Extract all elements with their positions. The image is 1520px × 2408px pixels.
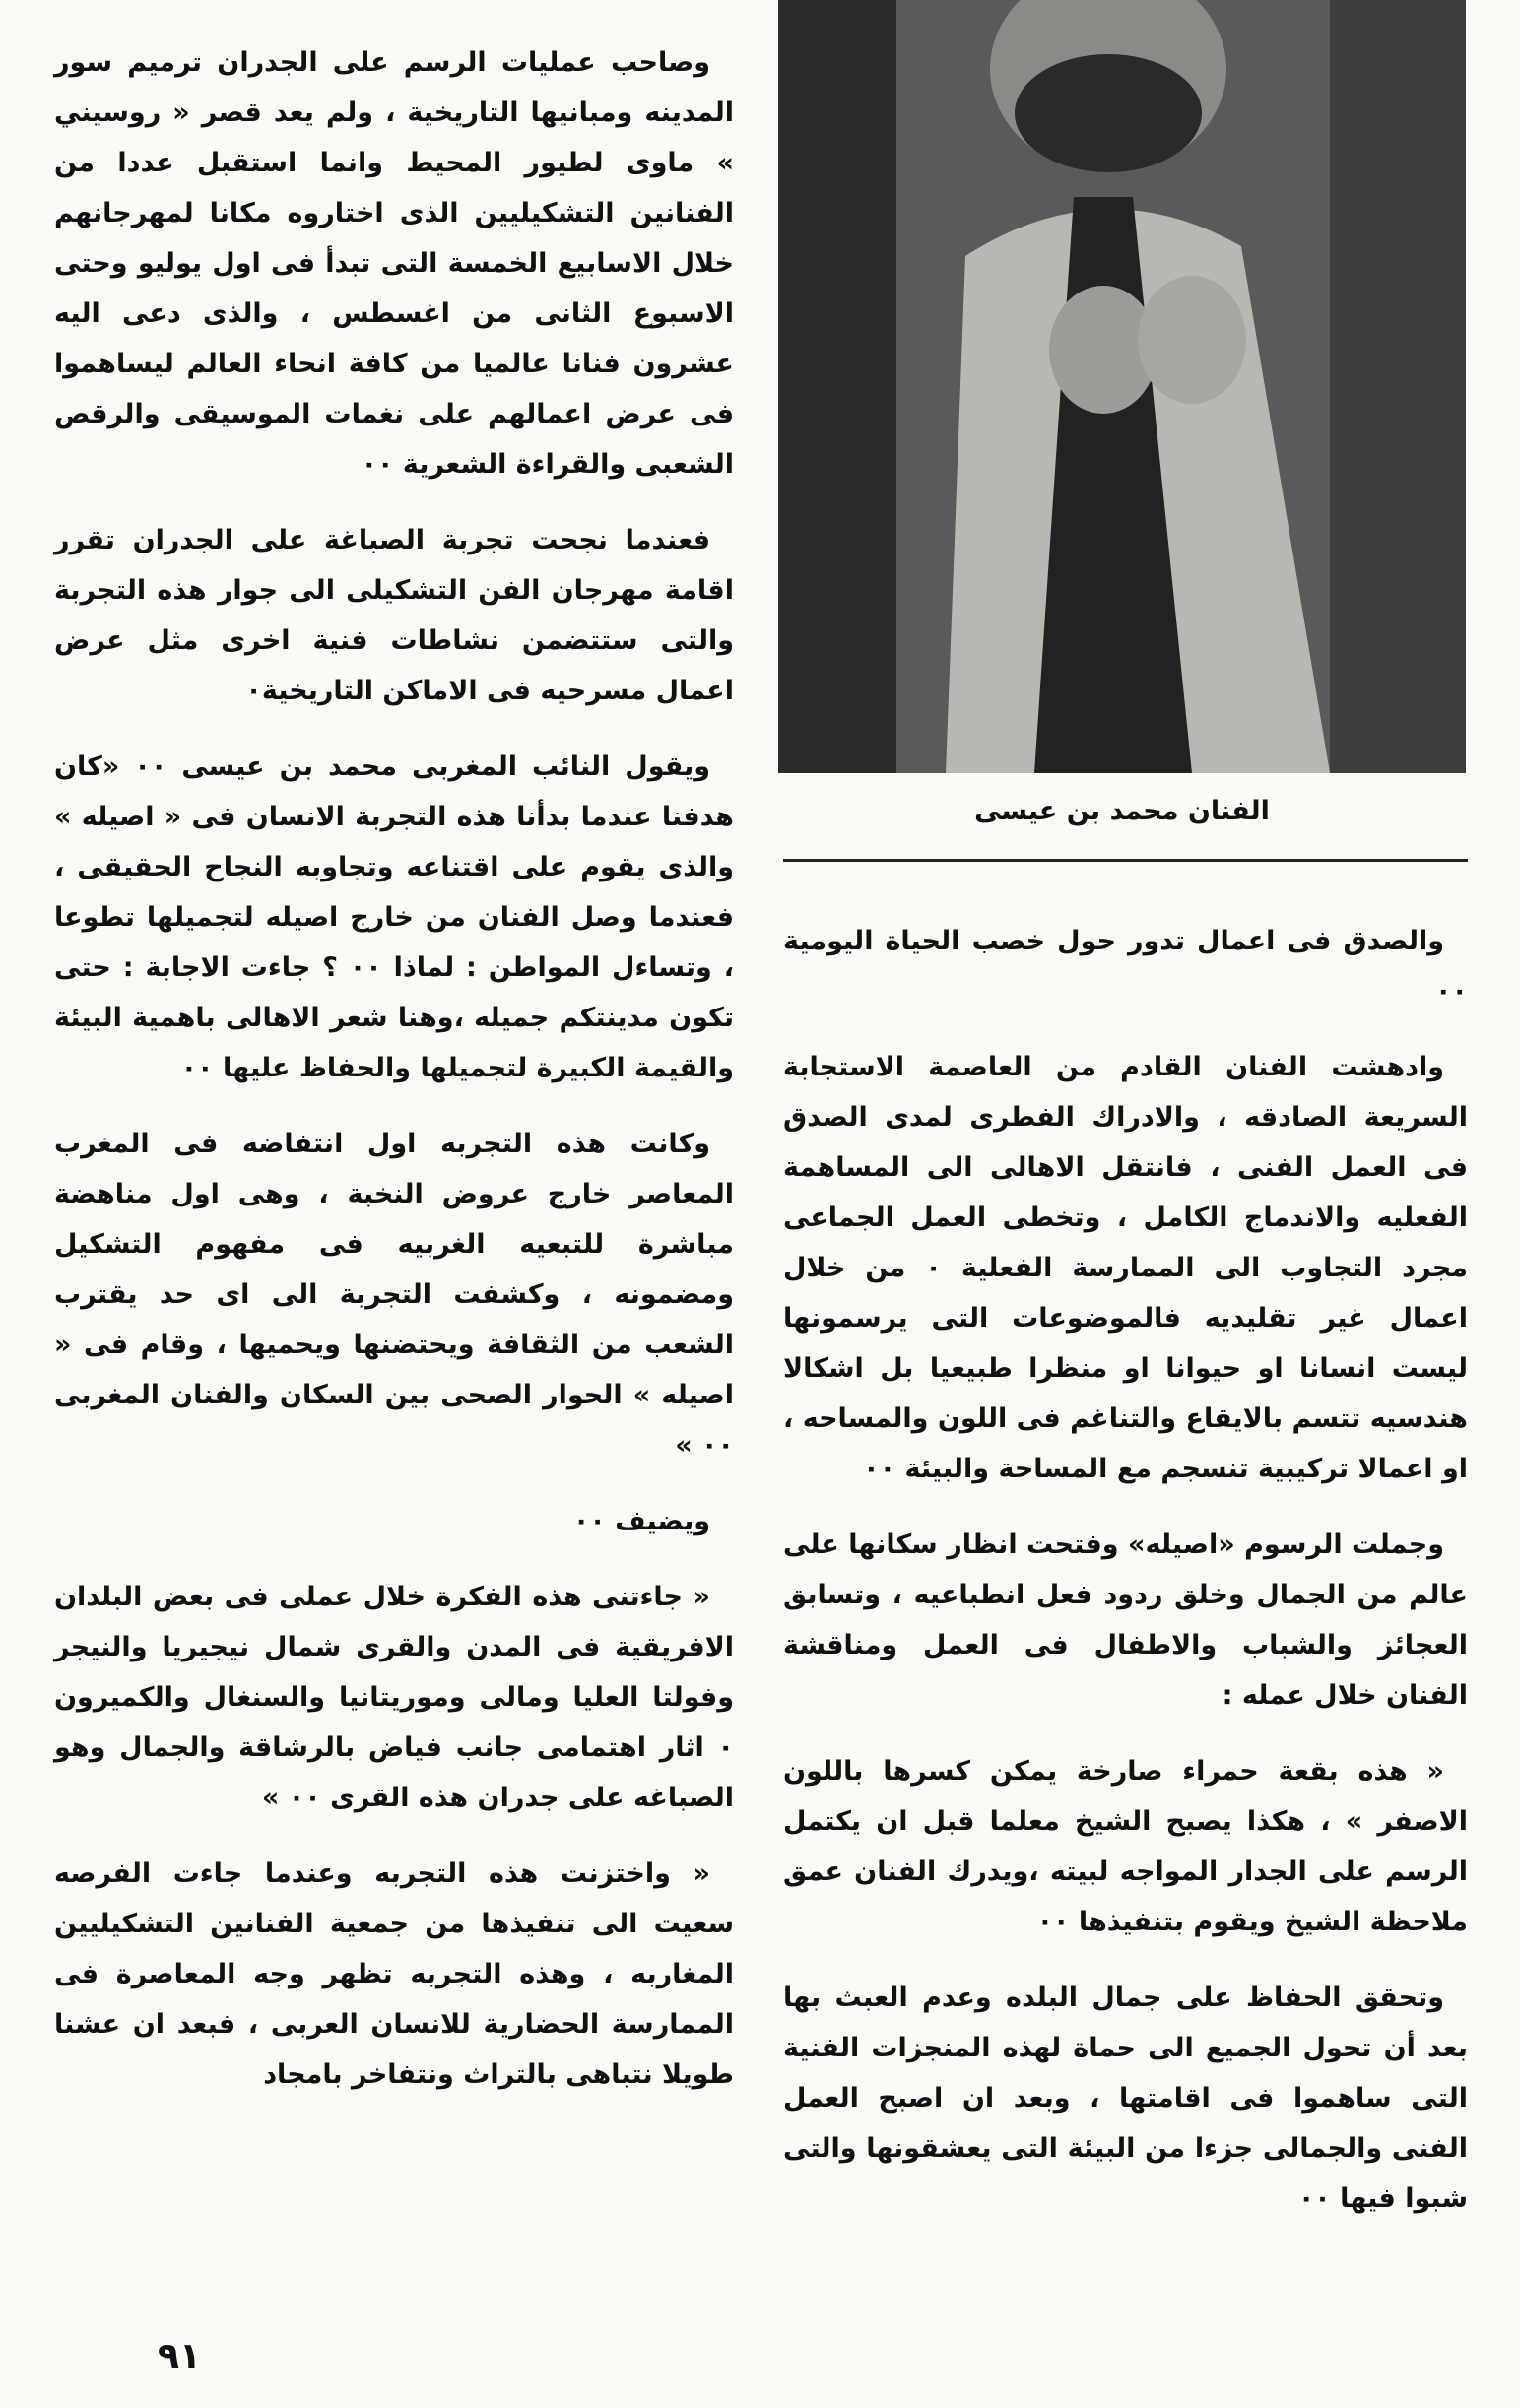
left-column (54, 37, 734, 2125)
paragraph: وادهشت الفنان القادم من العاصمة الاستجابة السريعة الصادقه ، والادراك الفطرى لمدى الصدق فى العمل الفنى ، فانتقل الاهالى الى المساهمة الفعليه والاندماج الكامل ، وتخطى العمل الجماعى مجرد التجاوب الى الممارسة الفعلية ٠ من خلال اعمال غير تقليديه فالموضوعات التى يرسمونها ليست انسانا او حيوانا او منظرا طبيعيا بل اشكالا هندسيه تتسم بالايقاع والتناغم فى اللون والمساحه ، او اعمالا تركيبية تنسجم مع المساحة والبيئة ٠٠ (783, 1052, 1468, 1484)
paragraph: « هذه بقعة حمراء صارخة يمكن كسرها باللون الاصفر » ، هكذا يصبح الشيخ معلما قبل ان يكتمل الرسم على الجدار المواجه لبيته ،ويدرك الفنان عمق ملاحظة الشيخ ويقوم بتنفيذها ٠٠ (783, 1756, 1468, 1937)
paragraph: وكانت هذه التجربه اول انتفاضه فى المغرب المعاصر خارج عروض النخبة ، وهى اول مناهضة مباشرة للتبعيه الغربيه فى مفهوم التشكيل ومضمونه ، وكشفت التجربة الى اى حد يقترب الشعب من الثقافة ويحتضنها ويحميها ، وقام فى « اصيله » الحوار الصحى بين السكان والفنان المغربى ٠٠ » (54, 1129, 734, 1461)
paragraph: وجملت الرسوم «اصيله» وفتحت انظار سكانها على عالم من الجمال وخلق ردود فعل انطباعيه ، وتسابق العجائز والشباب والاطفال فى العمل ومناقشة الفنان خلال عمله : (783, 1529, 1468, 1711)
portrait-illustration-icon (778, 0, 1466, 773)
paragraph: فعندما نجحت تجربة الصباغة على الجدران تقرر اقامة مهرجان الفن التشكيلى الى جوار هذه التجربة والتى ستتضمن نشاطات فنية اخرى مثل عرض اعمال مسرحيه فى الاماكن التاريخية٠ (54, 525, 734, 706)
paragraph: والصدق فى اعمال تدور حول خصب الحياة اليومية ٠٠ (783, 926, 1468, 1007)
paragraph: ويضيف ٠٠ (572, 1506, 710, 1536)
portrait-photo (778, 0, 1466, 773)
paragraph: وتحقق الحفاظ على جمال البلده وعدم العبث بها بعد أن تحول الجميع الى حماة لهذه المنجزات الفنية التى ساهموا فى اقامتها ، وبعد ان اصبح العمل الفنى والجمالى جزءا من البيئة التى يعشقونها والتى شبوا فيها ٠٠ (783, 1983, 1468, 2214)
paragraph: وصاحب عمليات الرسم على الجدران ترميم سور المدينه ومبانيها التاريخية ، ولم يعد قصر « روسيني » ماوى لطيور المحيط وانما استقبل عددا من الفنانين التشكيليين الذى اختاروه مكانا لمهرجانهم خلال الاسابيع الخمسة التى تبدأ فى اول يوليو وحتى الاسبوع الثانى من اغسطس ، والذى دعى اليه عشرون فنانا عالميا من كافة انحاء العالم ليساهموا فى عرض اعمالهم على نغمات الموسيقى والرقص الشعبى والقراءة الشعرية ٠٠ (54, 47, 734, 480)
divider-line (783, 859, 1468, 862)
paragraph: « جاءتنى هذه الفكرة خلال عملى فى بعض البلدان الافريقية فى المدن والقرى شمال نيجيريا والنيجر وفولتا العليا ومالى وموريتانيا والسنغال والكميرون ٠ اثار اهتمامى جانب فياض بالرشاقة والجمال وهو الصباغه على جدران هذه القرى ٠٠ » (54, 1582, 734, 1813)
paragraph: « واختزنت هذه التجربه وعندما جاءت الفرصه سعيت الى تنفيذها من جمعية الفنانين التشكيليين المغاربه ، وهذه التجربه تظهر وجه المعاصرة فى الممارسة الحضارية للانسان العربى ، فبعد ان عشنا طويلا نتباهى بالتراث ونتفاخر بامجاد (54, 1858, 734, 2090)
page-number: ٩١ (158, 2336, 201, 2376)
right-column (783, 916, 1468, 2249)
paragraph: ويقول النائب المغربى محمد بن عيسى ٠٠ «كان هدفنا عندما بدأنا هذه التجربة الانسان فى « اصيله » والذى يقوم على اقتناعه وتجاوبه النجاح الحقيقى ، فعندما وصل الفنان من خارج اصيله لتجميلها تطوعا ، وتساءل المواطن : لماذا ٠٠ ؟ جاءت الاجابة : حتى تكون مدينتكم جميله ،وهنا شعر الاهالى باهمية البيئة والقيمة الكبيرة لتجميلها والحفاظ عليها ٠٠ (54, 751, 734, 1083)
photo-caption: الفنان محمد بن عيسى (974, 796, 1270, 826)
